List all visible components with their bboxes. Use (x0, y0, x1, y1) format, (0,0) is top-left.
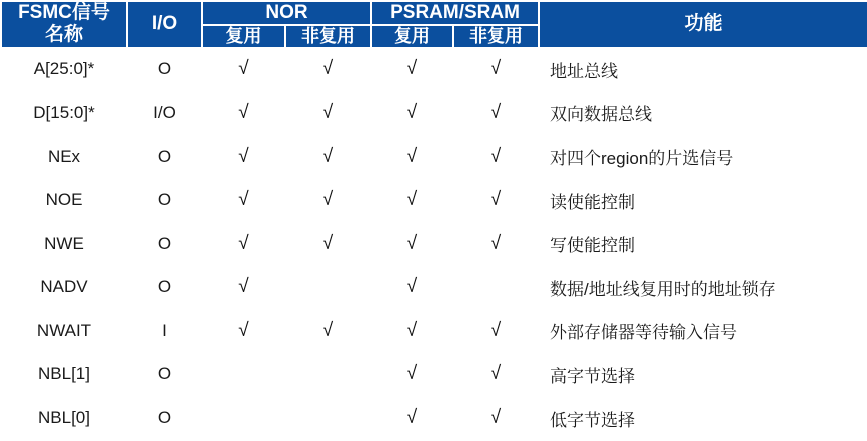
cell-signal-name: NWAIT (1, 309, 127, 353)
header-psram-nomux: 非复用 (453, 25, 539, 48)
cell-psram-mux (371, 135, 453, 179)
check-icon: √ (490, 101, 502, 123)
cell-signal-name: NEx (1, 135, 127, 179)
cell-psram-nomux (453, 91, 539, 135)
cell-psram-mux (371, 396, 453, 440)
table-row (1, 91, 867, 135)
cell-io: I (127, 309, 202, 353)
check-icon: √ (238, 319, 249, 341)
cell-io: O (127, 178, 202, 222)
check-icon: √ (322, 145, 334, 167)
check-icon: √ (406, 145, 418, 167)
cell-nor-nomux (285, 91, 371, 135)
cell-psram-nomux (453, 135, 539, 179)
check-icon: √ (490, 232, 502, 254)
cell-io: O (127, 48, 202, 92)
cell-io: O (127, 222, 202, 266)
cell-psram-mux (371, 48, 453, 92)
cell-nor-mux (202, 396, 285, 440)
header-signal-name (1, 1, 127, 48)
cell-psram-nomux (453, 178, 539, 222)
cell-nor-mux (202, 91, 285, 135)
header-signal-name-line2: 名称 (44, 24, 83, 46)
cell-psram-mux (371, 266, 453, 310)
cell-function: 对四个region的片选信号 (539, 135, 867, 179)
cell-nor-nomux (285, 309, 371, 353)
cell-io: O (127, 266, 202, 310)
table-row (1, 135, 867, 179)
cell-signal-name: NWE (1, 222, 127, 266)
cell-psram-mux (371, 222, 453, 266)
check-icon: √ (406, 58, 418, 80)
check-icon: √ (490, 407, 502, 429)
check-icon: √ (238, 276, 249, 298)
cell-io: O (127, 135, 202, 179)
cell-nor-nomux (285, 353, 371, 397)
check-icon: √ (490, 145, 502, 167)
table-header (1, 1, 867, 48)
header-psram-mux: 复用 (371, 25, 453, 48)
check-icon: √ (490, 319, 502, 341)
check-icon: √ (406, 232, 418, 254)
table-row (1, 396, 867, 440)
cell-io: I/O (127, 91, 202, 135)
check-icon: √ (322, 58, 334, 80)
cell-psram-mux (371, 178, 453, 222)
cell-psram-nomux (453, 396, 539, 440)
check-icon: √ (406, 189, 418, 211)
table-row (1, 48, 867, 92)
header-function: 功能 (539, 1, 867, 48)
check-icon: √ (490, 189, 502, 211)
cell-nor-mux (202, 135, 285, 179)
header-signal-name-line1: FSMC信号 (18, 2, 110, 24)
cell-nor-nomux (285, 135, 371, 179)
cell-psram-nomux (453, 309, 539, 353)
cell-signal-name: NBL[0] (1, 396, 127, 440)
table-row (1, 222, 867, 266)
cell-psram-nomux (453, 353, 539, 397)
cell-nor-mux (202, 178, 285, 222)
cell-nor-mux (202, 266, 285, 310)
header-nor: NOR (202, 1, 371, 25)
cell-psram-nomux (453, 48, 539, 92)
header-nor-mux: 复用 (202, 25, 285, 48)
cell-io: O (127, 353, 202, 397)
table-body (1, 48, 867, 440)
header-psram-sram: PSRAM/SRAM (371, 1, 539, 25)
cell-signal-name: D[15:0]* (1, 91, 127, 135)
table-row (1, 309, 867, 353)
check-icon: √ (490, 363, 502, 385)
table-row (1, 353, 867, 397)
header-row-top (1, 1, 867, 25)
cell-function: 双向数据总线 (539, 91, 867, 135)
table-row (1, 178, 867, 222)
cell-nor-nomux (285, 222, 371, 266)
cell-psram-nomux (453, 266, 539, 310)
cell-nor-nomux (285, 396, 371, 440)
cell-psram-mux (371, 309, 453, 353)
cell-nor-nomux (285, 48, 371, 92)
check-icon: √ (490, 58, 502, 80)
header-nor-nomux: 非复用 (285, 25, 371, 48)
cell-function: 外部存储器等待输入信号 (539, 309, 867, 353)
cell-nor-nomux (285, 178, 371, 222)
cell-function: 高字节选择 (539, 353, 867, 397)
check-icon: √ (322, 101, 334, 123)
check-icon: √ (406, 276, 418, 298)
cell-signal-name: NOE (1, 178, 127, 222)
cell-nor-mux (202, 222, 285, 266)
cell-nor-nomux (285, 266, 371, 310)
cell-nor-mux (202, 309, 285, 353)
cell-psram-mux (371, 91, 453, 135)
check-icon: √ (406, 319, 418, 341)
cell-nor-mux (202, 353, 285, 397)
table-row (1, 266, 867, 310)
check-icon: √ (238, 58, 249, 80)
check-icon: √ (238, 145, 249, 167)
cell-psram-mux (371, 353, 453, 397)
cell-signal-name: A[25:0]* (1, 48, 127, 92)
cell-signal-name: NBL[1] (1, 353, 127, 397)
header-io: I/O (127, 1, 202, 48)
check-icon: √ (322, 189, 334, 211)
cell-nor-mux (202, 48, 285, 92)
cell-io: O (127, 396, 202, 440)
cell-function: 读使能控制 (539, 178, 867, 222)
check-icon: √ (322, 232, 334, 254)
check-icon: √ (238, 101, 249, 123)
cell-function: 数据/地址线复用时的地址锁存 (539, 266, 867, 310)
cell-psram-nomux (453, 222, 539, 266)
cell-function: 写使能控制 (539, 222, 867, 266)
cell-function: 地址总线 (539, 48, 867, 92)
check-icon: √ (406, 363, 418, 385)
check-icon: √ (322, 319, 334, 341)
check-icon: √ (406, 101, 418, 123)
check-icon: √ (238, 232, 249, 254)
cell-signal-name: NADV (1, 266, 127, 310)
check-icon: √ (406, 407, 418, 429)
cell-function: 低字节选择 (539, 396, 867, 440)
check-icon: √ (238, 189, 249, 211)
